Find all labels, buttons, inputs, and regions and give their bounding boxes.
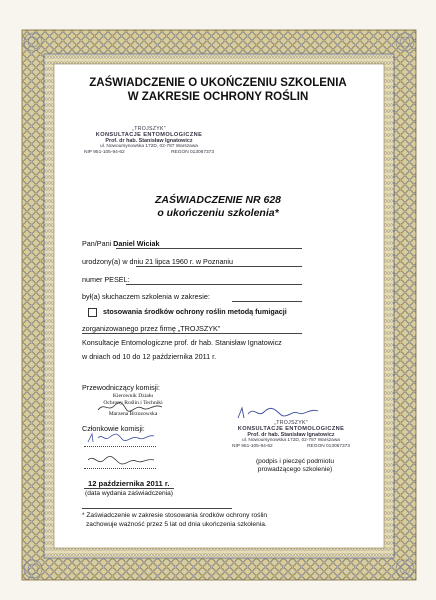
stamp-bottom-nip: NIP 951-105-94-62	[232, 444, 273, 449]
chair-label: Przewodniczący komisji:	[82, 383, 160, 392]
stamp-bottom-regon: REGON 013067373	[307, 444, 350, 449]
course-name: stosowania środków ochrony roślin metodą fumigacji	[103, 307, 287, 316]
document-title-line1: ZAŚWIADCZENIE O UKOŃCZENIU SZKOLENIA	[89, 77, 347, 89]
certificate-number: ZAŚWIADCZENIE NR 628	[154, 194, 281, 206]
document-title-line2: W ZAKRESIE OCHRONY ROŚLIN	[127, 91, 309, 103]
stamp-nip: NIP 951-105-94-62	[84, 150, 125, 155]
chair-stamp-line2: Ochrony Roślin i Techniki	[103, 399, 163, 406]
birth-info: urodzony(a) w dniu 21 lipca 1960 r. w Poznaniu	[82, 257, 234, 266]
participant-name: Daniel Wiciak	[113, 239, 160, 248]
footnote-rule	[82, 508, 232, 509]
signature-caption-line1: (podpis i pieczęć podmiotu	[255, 458, 335, 465]
issue-date-caption: (data wydania zaświadczenia)	[85, 490, 173, 497]
member-line-2	[84, 468, 156, 469]
member-line-1	[84, 446, 156, 447]
name-row	[82, 239, 159, 248]
stamp-bottom-address: ul. Nowoursynowska 172D, 02-787 Warszawa	[242, 438, 340, 443]
member-signature-2	[84, 452, 156, 468]
stamp-company: KONSULTACJE ENTOMOLOGICZNE	[95, 132, 203, 138]
chair-stamp-line1: Kierownik Działu	[112, 393, 154, 399]
stamp-bottom-company: KONSULTACJE ENTOMOLOGICZNE	[237, 426, 345, 432]
pesel-label: numer PESEL:	[82, 275, 130, 284]
stamp-regon: REGON 013067373	[171, 150, 214, 155]
company-stamp-top	[84, 126, 214, 156]
stamp-person: Prof. dr hab. Stanisław Ignatowicz	[105, 138, 193, 144]
chair-stamp-line3: Marzena Brzozowska	[108, 411, 158, 417]
pesel-underline	[126, 284, 302, 285]
issue-date: 12 października 2011 r.	[88, 479, 170, 488]
signature-caption-line2: prowadzącego szkolenie)	[257, 466, 333, 473]
organizer-full-name: Konsultacje Entomologiczne prof. dr hab. Stanisław Ignatowicz	[82, 338, 282, 347]
course-checkbox	[88, 308, 97, 317]
certificate-subtitle: o ukończeniu szkolenia*	[157, 207, 279, 219]
company-stamp-bottom	[232, 420, 350, 450]
stamp-bottom-person: Prof. dr hab. Stanisław Ignatowicz	[247, 432, 335, 438]
name-underline	[116, 248, 302, 249]
stamp-name: „TROJSZYK”	[132, 126, 166, 132]
chair-signature	[96, 400, 166, 414]
members-label: Członkowie komisji:	[82, 424, 145, 433]
birth-underline	[136, 266, 302, 267]
member-signature-1	[84, 430, 156, 446]
issue-date-underline	[84, 488, 174, 489]
footnote-line2: zachowuje ważność przez 5 lat od dnia ukończenia szkolenia.	[86, 521, 267, 528]
attended-label: był(a) słuchaczem szkolenia w zakresie:	[82, 292, 210, 301]
signature-caption	[240, 458, 350, 474]
footnote-line1: * Zaświadczenie w zakresie stosowania środków ochrony roślin	[82, 512, 268, 519]
attended-underline	[232, 301, 302, 302]
organizer-line: zorganizowanego przez firmę „TROJSZYK”	[82, 324, 221, 333]
stamp-address: ul. Nowoursynowska 172D, 02-787 Warszawa	[100, 144, 198, 149]
organizer-underline	[82, 333, 302, 334]
stamp-bottom-name: „TROJSZYK”	[274, 420, 308, 426]
course-dates: w dniach od 10 do 12 października 2011 r.	[82, 352, 217, 361]
pan-label: Pan/Pani	[82, 239, 112, 248]
